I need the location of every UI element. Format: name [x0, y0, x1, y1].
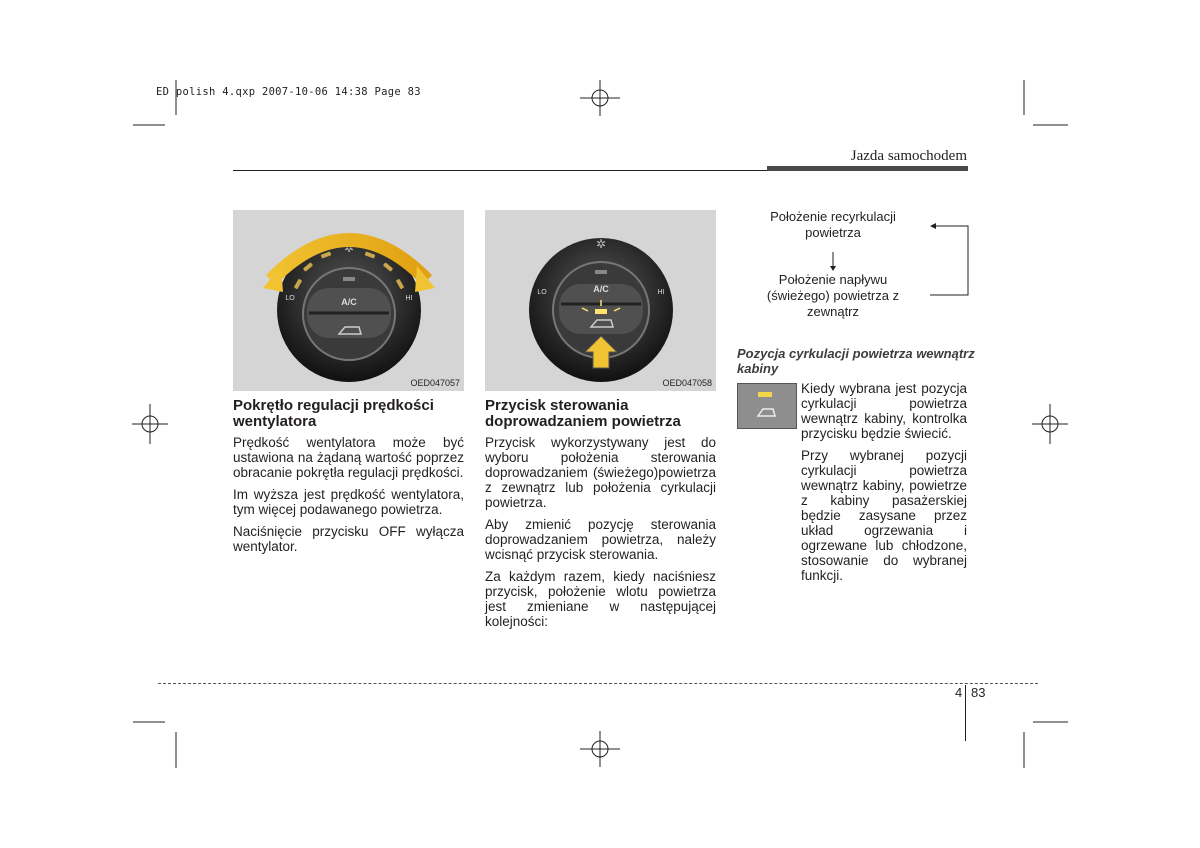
paragraph: Naciśnięcie przycisku OFF wyłącza wentylator. [233, 524, 464, 554]
paragraph: Przy wybranej pozycji cyrkulacji powietrza wewnątrz kabiny, powietrze z kabiny pasażerskiej będzie zasysane przez układ ogrzewania i ogrzewane lub chłodzone, stosowanie do wybranej funkcji. [801, 448, 967, 583]
lo-label: LO [537, 289, 547, 296]
hi-label: HI [405, 295, 413, 302]
figure-air-intake-button [485, 210, 716, 391]
recirculation-button-image [737, 383, 797, 429]
heading-air-intake: Przycisk sterowania doprowadzaniem powietrza [485, 397, 681, 430]
recirculation-icon [738, 384, 796, 428]
ac-label: A/C [341, 297, 357, 307]
figure-code: OED047058 [662, 378, 712, 388]
diagram-fresh-air-label: Położenie napływu (świeżego) powietrza z zewnątrz [766, 272, 900, 319]
hi-label: HI [657, 289, 665, 296]
fan-knob-illustration [233, 210, 464, 391]
paragraph: Kiedy wybrana jest pozycja cyrkulacji powietrza wewnątrz kabiny, kontrolka przycisku będzie świecić. [801, 381, 967, 441]
paragraph: Aby zmienić pozycję sterowania doprowadzaniem powietrza, należy wcisnąć przycisk sterowania. [485, 517, 716, 562]
page-number-divider [965, 685, 966, 741]
figure-code: OED047057 [410, 378, 460, 388]
header-rule-accent [767, 166, 968, 171]
page-number: 83 [971, 685, 986, 700]
cycle-diagram-arrows [820, 220, 980, 305]
paragraph: Prędkość wentylatora może być ustawiona na żądaną wartość poprzez obracanie pokrętła regulacji prędkości. [233, 435, 464, 480]
paragraph: Za każdym razem, kiedy naciśniesz przycisk, położenie wlotu powietrza jest zmieniane w następującej kolejności: [485, 569, 716, 629]
figure-fan-knob [233, 210, 464, 391]
section-title: Jazda samochodem [850, 148, 967, 164]
column-fan-speed [233, 398, 464, 561]
svg-text:✲: ✲ [343, 241, 355, 255]
subheading-recirculation: Pozycja cyrkulacji powietrza wewnątrz kabiny [737, 346, 975, 376]
diagram-recirculation-label: Położenie recyrkulacji powietrza [770, 209, 896, 240]
svg-text:✲: ✲ [595, 237, 607, 251]
column-air-intake [485, 398, 716, 636]
column-recirculation [801, 381, 967, 590]
chapter-number: 4 [955, 685, 963, 700]
paragraph: Przycisk wykorzystywany jest do wyboru położenia sterowania doprowadzaniem (świeżego)powietrza z zewnątrz lub położenia cyrkulacji powietrza. [485, 435, 716, 510]
print-slug: ED polish 4.qxp 2007-10-06 14:38 Page 83 [156, 86, 421, 98]
indicator-light [595, 309, 607, 314]
paragraph: Im wyższa jest prędkość wentylatora, tym więcej podawanego powietrza. [233, 487, 464, 517]
air-intake-illustration [485, 210, 716, 391]
heading-fan-speed: Pokrętło regulacji prędkości wentylatora [233, 397, 434, 430]
ac-label: A/C [593, 284, 609, 294]
lo-label: LO [285, 295, 295, 302]
footer-dashed-rule [158, 683, 1038, 684]
